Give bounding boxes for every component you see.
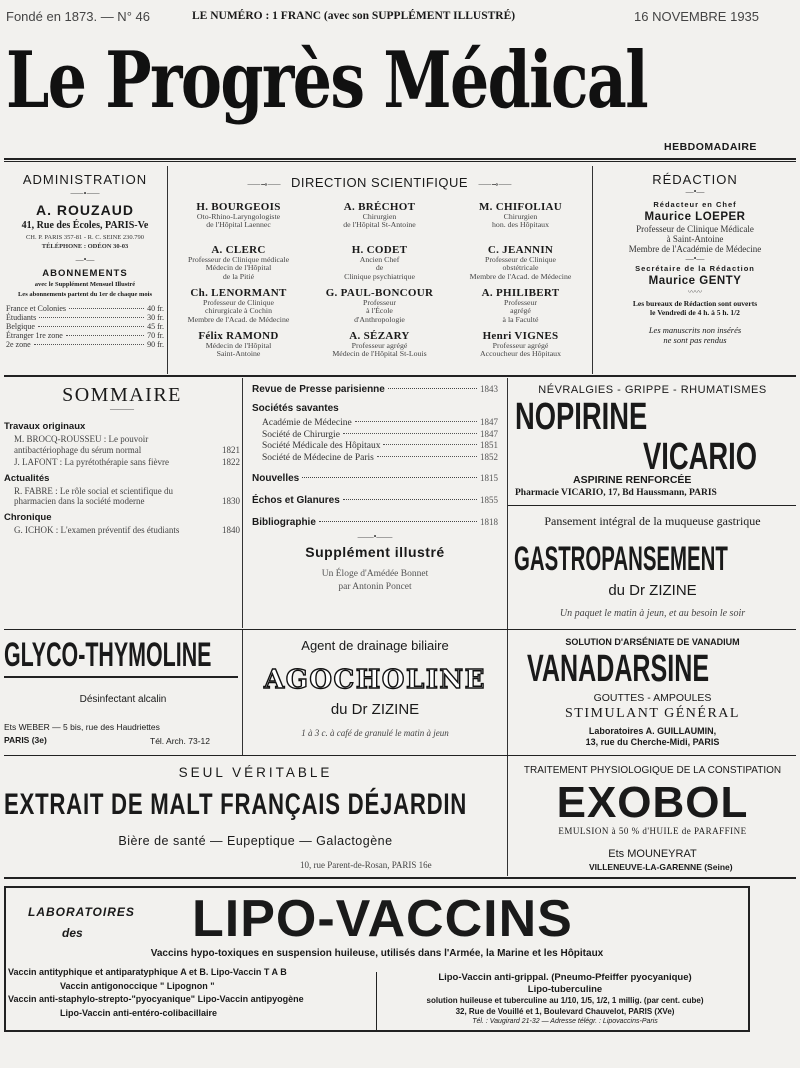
lipo-right-line: 32, Rue de Vouillé et 1, Boulevard Chauvelot, PARIS (XVe)	[455, 1006, 675, 1016]
ad-dose: Un paquet le matin à jeun, et au besoin le soir	[559, 608, 746, 619]
subs-note: Les abonnements partent du 1er de chaque mois	[17, 291, 153, 298]
toc-label: Revue de Presse parisienne	[252, 384, 385, 395]
toc-label: Académie de Médecine	[262, 418, 352, 428]
founded-line: Fondé en 1873. — N° 46	[6, 9, 150, 24]
ad-top: SOLUTION D'ARSÉNIATE DE VANADIUM	[565, 637, 740, 647]
director-name: A. SÉZARY	[349, 330, 410, 342]
toc-leader	[319, 521, 477, 522]
toc-page: 1818	[480, 517, 498, 527]
sommaire-section-title: Actualités	[4, 472, 50, 484]
office-hours: Les bureaux de Rédaction sont ouverts le Vendredi de 4 h. à 5 h. 1/2	[632, 299, 758, 317]
toc-row	[252, 494, 498, 507]
lipo-left-line: Vaccin anti-staphylo-strepto-"pyocyanique" Lipo-Vaccin antipyogène	[8, 994, 304, 1004]
director-name: A. BRÉCHOT	[343, 201, 416, 213]
rate-label: Étranger 1re zone	[6, 331, 63, 340]
rate-leader	[38, 326, 144, 327]
director-name: Félix RAMOND	[198, 330, 279, 342]
ad-sub: Bière de santé — Eupeptique — Galactogène	[118, 834, 393, 848]
price-line: LE NUMÉRO : 1 FRANC (avec son SUPPLÉMENT ILLUSTRÉ)	[192, 10, 516, 22]
toc-page: 1843	[480, 384, 498, 394]
sommaire-item-page: 1821	[222, 444, 240, 455]
ad-sub: Désinfectant alcalin	[79, 694, 167, 705]
frequency-label: HEBDOMADAIRE	[664, 141, 757, 153]
director-title: Professeur de Clinique chirurgicale à Cochin Membre de l'Acad. de Médecine	[187, 298, 290, 324]
lipo-left-line: Lipo-Vaccin anti-entéro-colibacillaire	[60, 1007, 218, 1018]
lipo-right-line: Lipo-tuberculine	[527, 984, 603, 995]
ad-agocholine	[243, 630, 507, 754]
rate-label: Belgique	[6, 322, 35, 331]
sommaire-item	[4, 486, 240, 507]
rates-list	[4, 304, 166, 349]
secretary-name: Maurice GENTY	[648, 275, 742, 287]
direction-panel	[168, 166, 591, 374]
ad-sub: ASPIRINE RENFORCÉE	[573, 474, 692, 486]
toc-page: 1847	[480, 428, 498, 439]
ornament-divider: —•—	[75, 255, 95, 264]
others-list	[252, 472, 498, 529]
direction-heading: DIRECTION SCIENTIFIQUE	[290, 175, 469, 190]
administration-panel	[4, 166, 166, 374]
ad-top: Agent de drainage biliaire	[301, 638, 449, 653]
sommaire-item-text: G. ICHOK : L'examen préventif des étudiants	[14, 524, 180, 535]
director-title: Chirurgien hon. des Hôpitaux	[492, 212, 549, 230]
director-name: G. PAUL-BONCOUR	[325, 287, 434, 299]
director-title: Professeur agrégé Accoucheur des Hôpitaux	[480, 341, 561, 359]
director-entry	[450, 330, 591, 373]
ad-company: Ets MOUNEYRAT	[608, 848, 697, 860]
supplement-title: Supplément illustré	[305, 544, 445, 560]
ad-brand: NOPIRINE	[515, 396, 648, 438]
toc-leader	[383, 444, 477, 445]
rate-row	[4, 313, 166, 322]
rate-row	[4, 331, 166, 340]
rate-row	[4, 340, 166, 349]
redaction-heading: RÉDACTION	[652, 172, 738, 187]
director-entry	[309, 244, 450, 287]
toc-leader	[377, 456, 477, 457]
ad-malt-dejardin	[4, 756, 507, 876]
subs-note: avec le Supplément Mensuel Illustré	[34, 281, 136, 288]
toc-label: Société de Médecine de Paris	[262, 452, 374, 463]
toc-revue	[252, 384, 498, 395]
director-entry	[450, 201, 591, 244]
ad-top: Pansement intégral de la muqueuse gastrique	[544, 514, 761, 528]
rate-label: 2e zone	[6, 340, 31, 349]
rate-price: 70 fr.	[147, 331, 164, 340]
director-entry	[450, 244, 591, 287]
toc-page: 1851	[480, 440, 498, 450]
lipo-right-line: Tél. : Vaugirard 21-32 — Adresse télégr. : Lipovaccins-Paris	[472, 1018, 658, 1025]
rate-leader	[66, 335, 144, 336]
toc-page: 1855	[480, 495, 498, 505]
direction-grid	[168, 201, 591, 373]
rate-price: 30 fr.	[147, 313, 164, 322]
administration-heading: ADMINISTRATION	[22, 172, 148, 187]
ad-lab: Laboratoires A. GUILLAUMIN,	[588, 726, 717, 736]
lipo-left-line: Vaccin antityphique et antiparatyphique A et B. Lipo-Vaccin T A B	[8, 967, 287, 977]
toc-page: 1815	[480, 473, 498, 483]
director-name: H. CODET	[351, 244, 408, 256]
ad-company: Ets WEBER — 5 bis, rue des Haudriettes	[4, 722, 160, 732]
director-entry	[450, 287, 591, 330]
lipo-right-line: solution huileuse et tuberculine au 1/10, 1/5, 1/2, 1 millig. (par cent. cube)	[426, 996, 704, 1005]
ad-brand: EXTRAIT DE MALT FRANÇAIS DÉJARDIN	[4, 788, 468, 821]
toc-page: 1852	[480, 451, 498, 462]
rate-leader	[34, 344, 144, 345]
lipo-left-list	[8, 966, 374, 1020]
director-title: Ancien Chef de Clinique psychiatrique	[344, 255, 415, 281]
toc-row	[262, 440, 498, 452]
ad-brand: VICARIO	[643, 436, 758, 478]
sommaire-section-title: Chronique	[4, 511, 52, 523]
director-name: C. JEANNIN	[487, 244, 554, 256]
rate-label: France et Colonies	[6, 304, 66, 313]
manuscripts-note: Les manuscrits non insérés ne sont pas rendus	[648, 325, 742, 345]
societes-list	[252, 417, 498, 463]
ad-glyco-thymoline	[4, 630, 242, 754]
masthead-title: Le Progrès Médical	[6, 35, 648, 126]
rate-label: Étudiants	[6, 313, 37, 322]
ad-address: Pharmacie VICARIO, 17, Bd Haussmann, PARIS	[515, 488, 717, 498]
ad-sub: GOUTTES - AMPOULES	[593, 692, 712, 704]
toc-leader	[302, 477, 477, 478]
director-entry	[168, 330, 309, 373]
sommaire-panel: SOMMAIRE ——— Travaux originaux M. BROCQ-ROUSSEU : Le pouvoir antibactériophage du sérum normal 1821 J. LAFONT : La pyrétothérapie sans fièvre 1822 Actualités R. FABRE : Le rôle social et scientifique du pharmacien dans la société moderne 1830 Chronique G. ICHOK : L'examen préventif des étudiants 1840	[4, 384, 240, 535]
rate-price: 90 fr.	[147, 340, 164, 349]
sommaire-item-page: 1830	[222, 496, 240, 506]
admin-name: A. ROUZAUD	[36, 202, 134, 218]
ad-lipo-vaccins	[4, 886, 750, 1032]
ornament-divider: ⸺•⸺	[70, 189, 100, 198]
director-title: Professeur de Clinique obstétricale Membre de l'Acad. de Médecine	[469, 255, 572, 281]
ad-dose: 1 à 3 c. à café de granulé le matin à jeun	[301, 728, 449, 738]
director-name: Ch. LENORMANT	[190, 287, 287, 299]
supplement-line: Un Éloge d'Amédée Bonnet	[321, 569, 429, 579]
ornament-divider: ⸺⊸⸺	[478, 180, 512, 189]
director-entry	[168, 244, 309, 287]
contents-panel: Revue de Presse parisienne 1843 Sociétés savantes Académie de Médecine 1847 Société de Chirurgie 1847 Société Médicale des Hôpitaux 1851 Société de Médecine de Paris 1852 Nouvelles 1815 Échos et Glanures 1855 Bibliographie 1818 ——•—— Supplément illustré Un Éloge d'Amédée Bonnet par Antonin Poncet	[252, 384, 498, 592]
ad-top: NÉVRALGIES - GRIPPE - RHUMATISMES	[538, 384, 767, 396]
ad-city: PARIS (3e)	[4, 735, 47, 745]
director-entry	[168, 201, 309, 244]
rate-row	[4, 304, 166, 313]
director-title: Professeur agrégé à la Faculté	[502, 298, 539, 324]
ad-brand: GASTROPANSEMENT	[514, 540, 728, 578]
ad-brand: LIPO-VACCINS	[192, 890, 573, 948]
ad-phone: Tél. Arch. 73-12	[150, 736, 211, 746]
director-title: Professeur agrégé Médecin de l'Hôpital St-Louis	[332, 341, 427, 359]
sommaire-item-page: 1822	[222, 457, 240, 467]
lipo-right-line: Lipo-Vaccin anti-grippal. (Pneumo-Pfeiffer pyocyanique)	[438, 972, 692, 983]
sommaire-heading: SOMMAIRE	[62, 384, 182, 406]
lipo-right-list	[382, 972, 748, 1026]
sommaire-item-page: 1840	[222, 524, 240, 535]
rate-leader	[39, 317, 144, 318]
sommaire-section-title: Travaux originaux	[4, 421, 86, 432]
ad-sub: EMULSION à 50 % d'HUILE de PARAFFINE	[558, 826, 747, 836]
ad-top: SEUL VÉRITABLE	[178, 765, 333, 780]
ornament-divider: ⸺⊸⸺	[247, 180, 281, 189]
director-title: Oto-Rhino-Laryngologiste de l'Hôpital Laennec	[196, 212, 281, 230]
toc-row	[262, 417, 498, 429]
ad-by: du Dr ZIZINE	[330, 701, 420, 718]
sommaire-list	[4, 421, 240, 535]
ad-address: 13, rue du Cherche-Midi, PARIS	[585, 737, 720, 747]
toc-label: Nouvelles	[252, 473, 300, 484]
societes-title: Sociétés savantes	[252, 403, 339, 414]
lipo-left-line: Vaccin antigonoccique " Lipognon "	[60, 980, 215, 991]
toc-row	[252, 472, 498, 485]
masthead-rule	[4, 158, 796, 160]
sommaire-item	[4, 457, 240, 468]
toc-row	[252, 516, 498, 529]
ad-city: VILLENEUVE-LA-GARENNE (Seine)	[589, 862, 733, 872]
toc-label: Société de Chirurgie	[262, 429, 340, 440]
admin-phone: TÉLÉPHONE : ODÉON 30-03	[41, 243, 129, 250]
ad-tagline: Vaccins hypo-toxiques en suspension huileuse, utilisés dans l'Armée, la Marine et les Hôpitaux	[150, 948, 604, 959]
toc-leader	[343, 499, 477, 500]
ad-exobol	[509, 756, 796, 876]
director-name: A. PHILIBERT	[481, 287, 560, 299]
rate-leader	[69, 308, 144, 309]
director-name: Henri VIGNES	[482, 330, 559, 342]
ad-brand: VANADARSINE	[527, 648, 710, 690]
ad-vanadarsine	[509, 630, 796, 754]
rate-row	[4, 322, 166, 331]
toc-row	[262, 429, 498, 441]
director-entry	[168, 287, 309, 330]
chief-title: Professeur de Clinique Médicale à Saint-Antoine Membre de l'Académie de Médecine	[628, 224, 762, 254]
toc-label: Société Médicale des Hôpitaux	[262, 441, 381, 451]
rate-price: 40 fr.	[147, 304, 164, 313]
admin-accounts: CH. P. PARIS 357-81 - R. C. SEINE 230.790	[25, 234, 145, 241]
supplement-line: par Antonin Poncet	[338, 582, 412, 592]
redaction-panel: RÉDACTION —•— Rédacteur en Chef Maurice LOEPER Professeur de Clinique Médicale à Saint-Antoine Membre de l'Académie de Médecine —•— Secrétaire de la Rédaction Maurice GENTY 〰〰 Les bureaux de Rédaction sont ouverts le Vendredi de 4 h. à 5 h. 1/2 Les manuscrits non insérés ne sont pas rendus	[594, 166, 796, 374]
toc-leader	[343, 433, 477, 434]
ad-lab-label: LABORATOIRES	[28, 905, 135, 919]
director-title: Médecin de l'Hôpital Saint-Antoine	[205, 341, 272, 359]
sommaire-item	[4, 525, 240, 536]
ad-address: 10, rue Parent-de-Rosan, PARIS 16e	[300, 860, 432, 870]
subs-heading: ABONNEMENTS	[42, 268, 128, 279]
sommaire-item-text: J. LAFONT : La pyrétothérapie sans fièvre	[14, 457, 170, 467]
sommaire-item	[4, 434, 240, 455]
ad-lab-label: des	[62, 926, 83, 940]
ad-brand: EXOBOL	[556, 778, 749, 827]
chief-label: Rédacteur en Chef	[653, 200, 737, 209]
ad-by: du Dr ZIZINE	[608, 582, 697, 599]
sommaire-item-text: M. BROCQ-ROUSSEU : Le pouvoir antibactériophage du sérum normal	[14, 434, 149, 455]
ad-tag: STIMULANT GÉNÉRAL	[565, 706, 740, 721]
director-title: Chirurgien de l'Hôpital St-Antoine	[343, 212, 416, 230]
secretary-label: Secrétaire de la Rédaction	[635, 264, 755, 273]
toc-page: 1847	[480, 417, 498, 427]
director-name: H. BOURGEOIS	[196, 201, 281, 213]
director-title: Professeur à l'École d'Anthropologie	[354, 298, 405, 324]
ad-gastropansement	[509, 506, 796, 628]
director-entry	[309, 330, 450, 373]
ad-brand: AGOCHOLINE	[264, 665, 486, 695]
director-entry	[309, 201, 450, 244]
rate-price: 45 fr.	[147, 322, 164, 331]
ad-top: TRAITEMENT PHYSIOLOGIQUE DE LA CONSTIPATION	[523, 765, 782, 776]
toc-label: Échos et Glanures	[252, 495, 340, 506]
chief-name: Maurice LOEPER	[644, 211, 746, 223]
director-title: Professeur de Clinique médicale Médecin de l'Hôpital de la Pitié	[187, 255, 290, 281]
ad-brand: GLYCO-THYMOLINE	[4, 636, 212, 674]
toc-leader	[355, 421, 477, 422]
ad-nopirine	[509, 378, 796, 504]
director-name: A. CLERC	[211, 244, 266, 256]
toc-row	[262, 452, 498, 464]
admin-address: 41, Rue des Écoles, PARIS-Ve	[21, 220, 149, 231]
director-entry	[309, 287, 450, 330]
toc-label: Bibliographie	[252, 517, 316, 528]
sommaire-item-text: R. FABRE : Le rôle social et scientifique du pharmacien dans la société moderne	[14, 485, 174, 506]
director-name: M. CHIFOLIAU	[478, 201, 563, 213]
issue-date: 16 NOVEMBRE 1935	[634, 9, 760, 24]
